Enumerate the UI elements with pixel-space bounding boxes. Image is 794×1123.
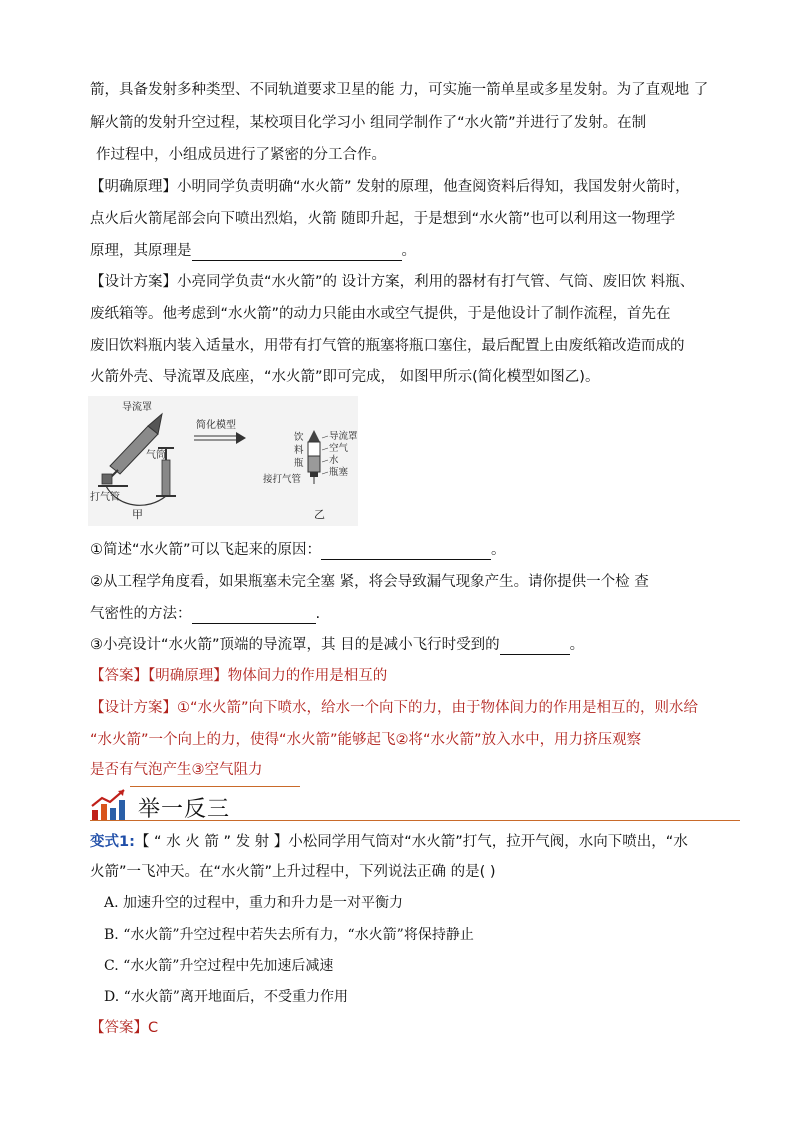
intro-line-3: 作过程中，小组成员进行了紧密的分工合作。 [96, 147, 386, 163]
option-c: C. “水火箭”升空过程中先加速后减速 [104, 958, 334, 974]
bottle-plug [310, 472, 318, 477]
caption-jia: 甲 [132, 508, 143, 521]
label-plug: 瓶塞 [329, 467, 349, 478]
label-cone: 导流罩 [329, 431, 358, 442]
design-line-1 [90, 272, 694, 292]
design-line-2: 废纸箱等。他考虑到“水火箭”的动力只能由水或空气提供，于是他设计了制作流程，首先在 [90, 306, 671, 322]
answer-line-2 [90, 698, 698, 718]
variant-answer [90, 1018, 158, 1038]
label-pump: 气筒 [146, 450, 166, 461]
principle-line-1 [90, 177, 690, 197]
label-bottle-3: 瓶 [294, 458, 304, 469]
label-water: 水 [329, 455, 339, 466]
design-line-3: 废旧饮料瓶内装入适量水，用带有打气管的瓶塞将瓶口塞住，最后配置上由废纸箱改造而成的 [90, 338, 685, 354]
principle-answer-blank [192, 244, 402, 261]
option-b: B. “水火箭”升空过程中若失去所有力，“水火箭”将保持静止 [104, 927, 474, 943]
answer-principle: 物体间力的作用是相互的 [227, 668, 388, 684]
option-d: D. “水火箭”离开地面后，不受重力作用 [104, 989, 348, 1005]
variant-line-1 [90, 832, 688, 852]
growth-chart-icon [90, 788, 130, 822]
label-simplified-model: 简化模型 [196, 420, 236, 431]
question-1 [90, 540, 506, 560]
principle-text-3: 原理，其原理是 [90, 243, 192, 259]
question-2-line-1: ②从工程学角度看，如果瓶塞未完全塞 紧，将会导致漏气现象产生。请你提供一个检 查 [90, 574, 649, 590]
variant-text-1: 【 “ 水 火 箭 ” 发 射 】小松同学用气筒对“水火箭”打气，拉开气阀，水向下喷出，“水 [134, 834, 688, 850]
answer-design-tag: 【设计方案】 [90, 700, 177, 716]
section-header [90, 786, 740, 826]
label-fairing: 导流罩 [122, 402, 152, 413]
question-2-blank [192, 607, 316, 624]
answer-principle-tag: 【明确原理】 [148, 668, 228, 684]
question-3-period: 。 [569, 637, 585, 653]
answer-design-1: ①“水火箭”向下喷水，给水一个向下的力，由于物体间力的作用是相互的，则水给 [177, 700, 699, 716]
section-top-rule [130, 786, 300, 787]
question-2-line-2 [90, 604, 320, 624]
answer-line-3: “水火箭”一个向上的力，使得“水火箭”能够起飞②将“水火箭”放入水中，用力挤压观察 [90, 732, 642, 748]
question-3-blank [500, 638, 570, 655]
rocket-stand [102, 474, 112, 484]
question-1-blank [321, 543, 491, 560]
principle-period: 。 [401, 243, 416, 259]
question-1-period: 。 [491, 542, 506, 558]
design-text-1: 小亮同学负责“水火箭”的 设计方案，利用的器材有打气管、气筒、废旧饮 料瓶、 [177, 274, 695, 290]
option-a: A. 加速升空的过程中，重力和升力是一对平衡力 [104, 895, 404, 911]
principle-tag: 【明确原理】 [90, 179, 177, 195]
section-title: 举一反三 [138, 797, 231, 822]
label-connect-tube: 接打气管 [263, 474, 302, 485]
design-tag: 【设计方案】 [90, 274, 177, 290]
label-air: 空气 [329, 443, 349, 454]
answer-line-4: 是否有气泡产生③空气阻力 [90, 762, 263, 778]
principle-text-1: 小明同学负责明确“水火箭” 发射的原理，他查阅资料后得知，我国发射火箭时， [177, 179, 690, 195]
label-bottle-1: 饮 [294, 432, 304, 443]
question-3-text: ③小亮设计“水火箭”顶端的导流罩，其 目的是减小飞行时受到的 [90, 637, 500, 653]
answer-tag: 【答案】 [90, 668, 148, 684]
water-rocket-figure [88, 396, 358, 526]
design-line-4: 火箭外壳、导流罩及底座，“水火箭”即可完成， 如图甲所示(简化模型如图乙)。 [90, 369, 600, 385]
principle-line-2: 点火后火箭尾部会向下喷出烈焰，火箭 随即升起，于是想到“水火箭”也可以利用这一物理学 [90, 211, 676, 227]
variant-tag: 变式1: [90, 834, 135, 850]
answer-line-1 [90, 666, 387, 686]
label-tube: 打气管 [90, 492, 120, 503]
question-1-text: ①简述“水火箭”可以飞起来的原因： [90, 542, 322, 558]
question-2-period: . [315, 606, 321, 622]
variant-answer-value: C [148, 1020, 159, 1036]
section-rule [90, 820, 740, 821]
question-2-text: 气密性的方法： [90, 606, 192, 622]
variant-line-2: 火箭”一飞冲天。在“水火箭”上升过程中，下列说法正确 的是( ) [90, 864, 496, 880]
intro-line-1: 箭，具备发射多种类型、不同轨道要求卫星的能 力，可实施一箭单星或多星发射。为了直观地 了 [90, 82, 709, 98]
variant-answer-tag: 【答案】 [90, 1020, 148, 1036]
question-3 [90, 635, 584, 655]
bottle-air [308, 442, 320, 456]
bottle-water [308, 456, 320, 472]
intro-line-2: 解火箭的发射升空过程，某校项目化学习小 组同学制作了“水火箭”并进行了发射。在制 [90, 115, 647, 131]
principle-line-3 [90, 241, 416, 261]
caption-yi: 乙 [314, 508, 325, 521]
label-bottle-2: 料 [294, 445, 304, 456]
